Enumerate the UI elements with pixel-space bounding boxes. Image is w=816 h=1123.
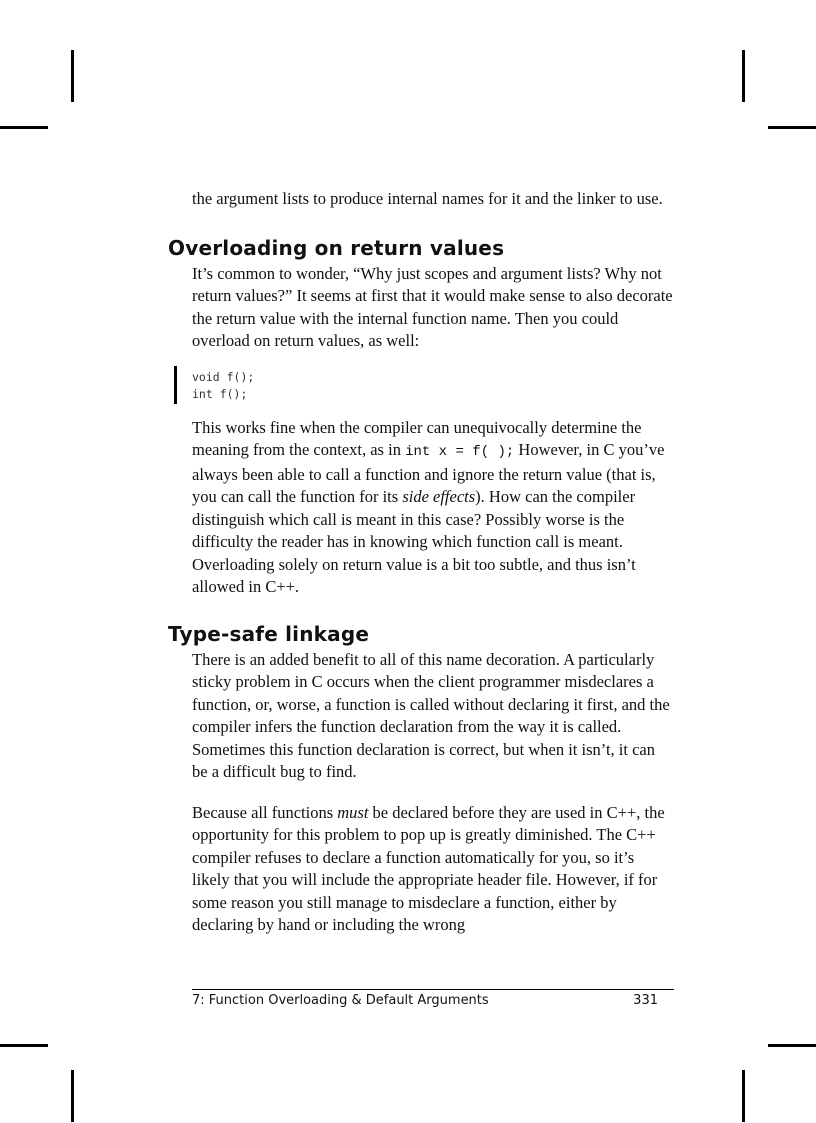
code-margin-bar xyxy=(174,366,177,404)
crop-mark-right-upper xyxy=(768,126,816,129)
crop-mark-bottom-right xyxy=(742,1070,745,1122)
heading-overloading-return-values: Overloading on return values xyxy=(168,235,505,260)
paragraph-why-return-values: It’s common to wonder, “Why just scopes and argument lists? Why not return values?” It seems at first that it would make sense to also decorate the return value with the internal function name. Then you could overload on return values, as well: xyxy=(192,263,673,350)
emphasis-side-effects: side effects xyxy=(402,487,476,506)
code-line: int f(); xyxy=(192,386,248,401)
footer-chapter-title: 7: Function Overloading & Default Arguments xyxy=(192,993,489,1008)
page-number: 331 xyxy=(633,993,658,1008)
crop-mark-top-left xyxy=(71,50,74,102)
crop-mark-left-upper xyxy=(0,126,48,129)
crop-mark-top-right xyxy=(742,50,745,102)
crop-mark-bottom-left xyxy=(71,1070,74,1122)
paragraph-name-decoration-benefit: There is an added benefit to all of this name decoration. A particularly sticky problem in C occurs when the client programmer misdeclares a function, or, worse, a function is called without declaring it first, and the compiler infers the function declaration from the way it is called. Sometimes this function declaration is correct, but when it isn’t, it can be a difficult bug to find. xyxy=(192,649,670,781)
paragraph-intro: the argument lists to produce internal names for it and the linker to use. xyxy=(192,189,663,208)
emphasis-must: must xyxy=(337,802,369,822)
crop-mark-right-lower xyxy=(768,1044,816,1047)
code-block xyxy=(192,369,674,403)
code-line: void f(); xyxy=(192,369,255,384)
paragraph-context-determination: This works fine when the compiler can unequivocally determine the meaning from the context, as in int x = f( ); However, in C you’ve always been able to call a function and ignore the return value (that is, you can call the function for its side effects). How can the compiler distinguish which call is meant in this case? Possibly worse is the difficulty the reader has in knowing which function call is meant. Overloading solely on return value is a bit too subtle, and thus isn’t allowed in C++. xyxy=(192,417,665,596)
page-footer xyxy=(192,989,674,1010)
heading-type-safe-linkage: Type-safe linkage xyxy=(168,621,370,646)
page-body xyxy=(168,188,674,937)
paragraph-must-declare: Because all functions must be declared before they are used in C++, the opportunity for this problem to pop up is greatly diminished. The C++ compiler refuses to declare a function automatically for you, so it’s likely that you will include the appropriate header file. However, if for some reason you still manage to misdeclare a function, either by declaring by hand or including the wrong xyxy=(192,802,665,934)
inline-code: int x = f( ); xyxy=(405,444,515,460)
crop-mark-left-lower xyxy=(0,1044,48,1047)
